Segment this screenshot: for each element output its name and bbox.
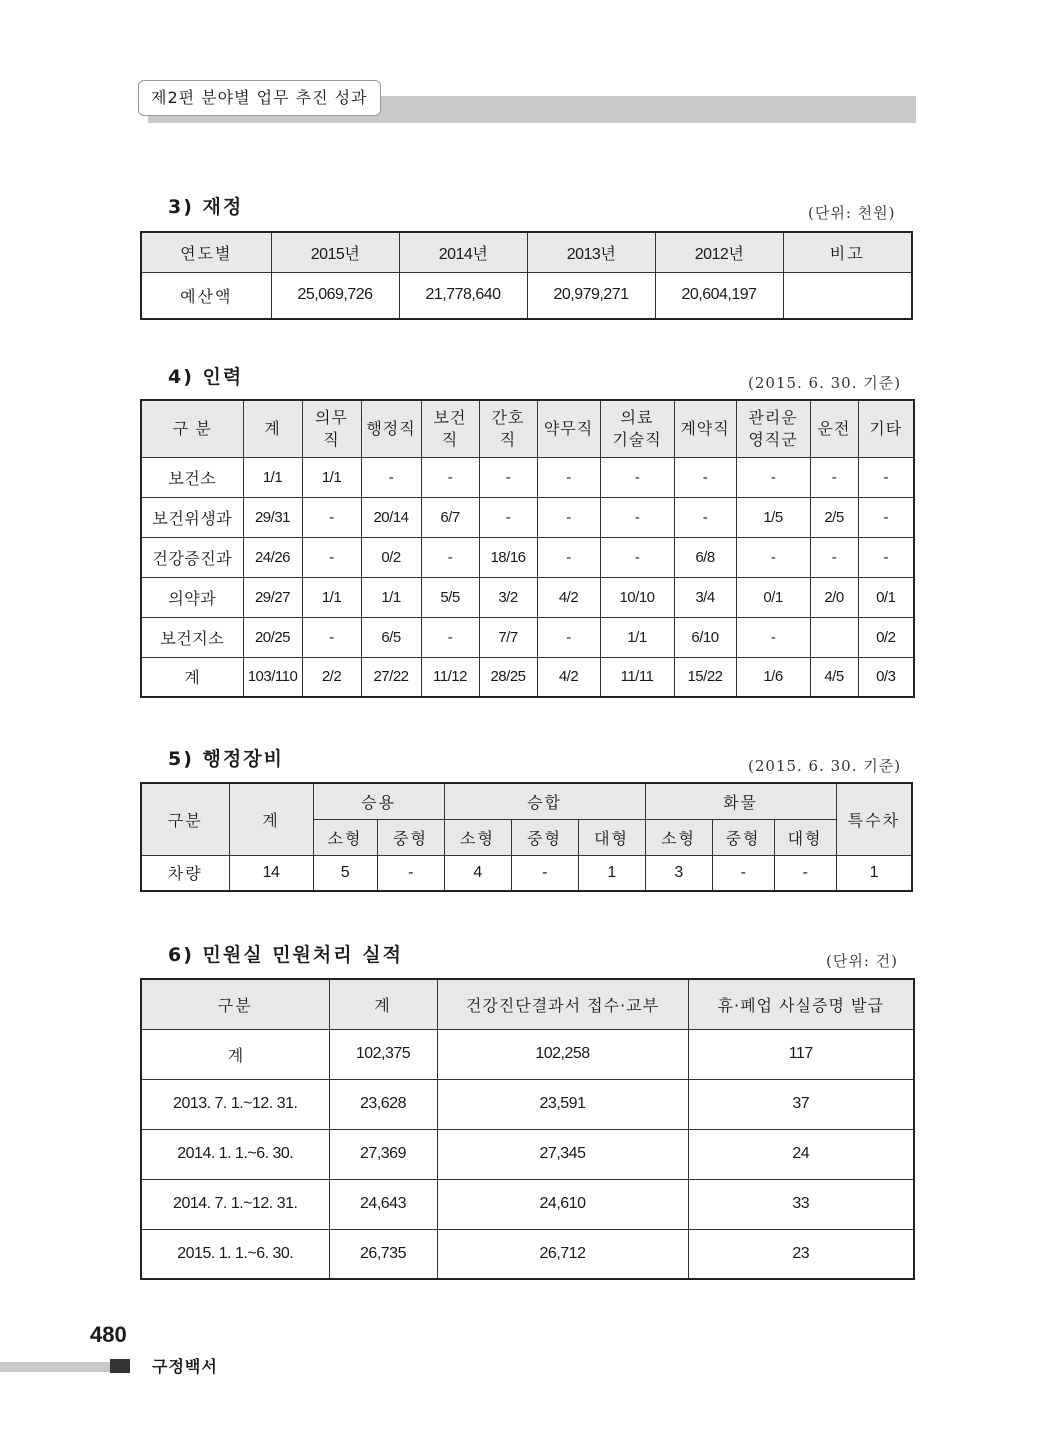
personnel-cell: 18/16 — [479, 537, 537, 577]
page-number: 480 — [90, 1322, 127, 1347]
personnel-cell: 3/2 — [479, 577, 537, 617]
equipment-cell: - — [377, 855, 444, 891]
finance-title: 3) 재정 — [168, 196, 244, 218]
personnel-header: 행정직 — [361, 400, 421, 457]
personnel-header: 의료 기술직 — [600, 400, 674, 457]
personnel-cell: - — [736, 537, 810, 577]
equipment-header: 화물 — [645, 783, 836, 819]
civil-cell: 2015. 1. 1.~6. 30. — [141, 1229, 329, 1279]
personnel-cell: 3/4 — [674, 577, 736, 617]
personnel-cell: 2/2 — [302, 657, 361, 697]
equipment-cell: 5 — [313, 855, 377, 891]
equipment-cell: - — [511, 855, 578, 891]
equipment-subheader: 소형 — [645, 819, 712, 855]
personnel-cell: - — [361, 457, 421, 497]
personnel-cell: 계 — [141, 657, 243, 697]
personnel-cell: - — [421, 617, 479, 657]
personnel-cell: 0/2 — [858, 617, 914, 657]
personnel-cell: - — [600, 537, 674, 577]
civil-cell: 27,369 — [329, 1129, 437, 1179]
civil-header: 계 — [329, 979, 437, 1029]
personnel-cell: 6/10 — [674, 617, 736, 657]
personnel-cell: 0/1 — [858, 577, 914, 617]
finance-cell: 25,069,726 — [271, 272, 399, 319]
personnel-cell: - — [421, 537, 479, 577]
equipment-table — [140, 782, 913, 892]
personnel-cell: 0/3 — [858, 657, 914, 697]
personnel-cell: - — [600, 457, 674, 497]
personnel-cell: 의약과 — [141, 577, 243, 617]
civil-cell: 2014. 1. 1.~6. 30. — [141, 1129, 329, 1179]
personnel-header: 계약직 — [674, 400, 736, 457]
civil-cell: 26,735 — [329, 1229, 437, 1279]
personnel-cell: 6/5 — [361, 617, 421, 657]
personnel-cell: 1/1 — [361, 577, 421, 617]
personnel-cell: - — [858, 537, 914, 577]
personnel-cell: 10/10 — [600, 577, 674, 617]
equipment-subheader: 소형 — [313, 819, 377, 855]
personnel-header: 약무직 — [537, 400, 600, 457]
personnel-cell: - — [537, 617, 600, 657]
personnel-cell: 2/0 — [810, 577, 858, 617]
personnel-cell: 20/25 — [243, 617, 302, 657]
chapter-title: 제2편 분야별 업무 추진 성과 — [138, 80, 381, 116]
personnel-cell: - — [810, 457, 858, 497]
finance-header: 연도별 — [141, 232, 271, 272]
civil-row — [141, 1229, 914, 1279]
civil-cell: 23,628 — [329, 1079, 437, 1129]
civil-cell: 2014. 7. 1.~12. 31. — [141, 1179, 329, 1229]
personnel-cell: - — [302, 497, 361, 537]
personnel-cell: - — [600, 497, 674, 537]
civil-header: 휴·폐업 사실증명 발급 — [688, 979, 914, 1029]
equipment-cell: - — [712, 855, 774, 891]
equipment-cell: 차량 — [141, 855, 229, 891]
equipment-header: 특수차 — [836, 783, 912, 855]
personnel-cell: 4/2 — [537, 657, 600, 697]
personnel-cell: 28/25 — [479, 657, 537, 697]
finance-unit: (단위: 천원) — [808, 204, 896, 222]
civil-cell: 23 — [688, 1229, 914, 1279]
personnel-cell: 1/1 — [600, 617, 674, 657]
personnel-cell: 11/12 — [421, 657, 479, 697]
equipment-title: 5) 행정장비 — [168, 748, 284, 770]
personnel-basis: (2015. 6. 30. 기준) — [748, 374, 902, 392]
personnel-cell: - — [674, 497, 736, 537]
personnel-cell: 1/1 — [302, 577, 361, 617]
personnel-cell: 7/7 — [479, 617, 537, 657]
civil-cell: 26,712 — [437, 1229, 688, 1279]
personnel-title: 4) 인력 — [168, 366, 244, 388]
equipment-basis: (2015. 6. 30. 기준) — [748, 757, 902, 775]
equipment-subheader: 중형 — [712, 819, 774, 855]
personnel-cell: 2/5 — [810, 497, 858, 537]
finance-header: 2014년 — [399, 232, 527, 272]
civil-row — [141, 1029, 914, 1079]
personnel-cell: 1/6 — [736, 657, 810, 697]
equipment-subheader: 중형 — [511, 819, 578, 855]
civil-cell: 102,258 — [437, 1029, 688, 1079]
personnel-cell: 5/5 — [421, 577, 479, 617]
civil-unit: (단위: 건) — [826, 952, 898, 970]
personnel-header: 관리운 영직군 — [736, 400, 810, 457]
personnel-cell: - — [537, 537, 600, 577]
personnel-cell: 보건소 — [141, 457, 243, 497]
equipment-cell: 14 — [229, 855, 313, 891]
personnel-header: 의무 직 — [302, 400, 361, 457]
personnel-header: 간호 직 — [479, 400, 537, 457]
civil-row — [141, 1179, 914, 1229]
personnel-cell: - — [302, 617, 361, 657]
civil-row — [141, 1129, 914, 1179]
personnel-row — [141, 577, 914, 617]
equipment-cell: - — [774, 855, 836, 891]
civil-title: 6) 민원실 민원처리 실적 — [168, 944, 403, 966]
civil-cell: 27,345 — [437, 1129, 688, 1179]
civil-cell: 계 — [141, 1029, 329, 1079]
finance-header: 2013년 — [527, 232, 655, 272]
equipment-subheader: 중형 — [377, 819, 444, 855]
personnel-cell: - — [674, 457, 736, 497]
personnel-cell: - — [302, 537, 361, 577]
equipment-header: 승합 — [444, 783, 645, 819]
personnel-cell: 4/2 — [537, 577, 600, 617]
equipment-cell: 1 — [578, 855, 645, 891]
personnel-cell: 24/26 — [243, 537, 302, 577]
personnel-cell: 0/2 — [361, 537, 421, 577]
personnel-cell: - — [736, 617, 810, 657]
civil-header: 구분 — [141, 979, 329, 1029]
personnel-cell: - — [479, 497, 537, 537]
personnel-cell: 1/5 — [736, 497, 810, 537]
personnel-cell: 1/1 — [302, 457, 361, 497]
personnel-header: 운전 — [810, 400, 858, 457]
footer-rule — [0, 1362, 118, 1372]
personnel-table — [140, 399, 915, 698]
civil-table — [140, 978, 915, 1280]
personnel-cell: - — [810, 537, 858, 577]
personnel-row — [141, 657, 914, 697]
personnel-cell: - — [736, 457, 810, 497]
finance-cell: 20,979,271 — [527, 272, 655, 319]
personnel-row — [141, 617, 914, 657]
civil-row — [141, 1079, 914, 1129]
personnel-cell: 건강증진과 — [141, 537, 243, 577]
personnel-cell: 0/1 — [736, 577, 810, 617]
personnel-cell: - — [479, 457, 537, 497]
personnel-cell: 29/31 — [243, 497, 302, 537]
personnel-cell: - — [537, 497, 600, 537]
personnel-cell: 11/11 — [600, 657, 674, 697]
finance-header: 비고 — [783, 232, 912, 272]
book-title: 구정백서 — [152, 1357, 218, 1376]
finance-cell — [783, 272, 912, 319]
civil-cell: 102,375 — [329, 1029, 437, 1079]
civil-cell: 24 — [688, 1129, 914, 1179]
personnel-cell: - — [537, 457, 600, 497]
personnel-cell: 103/110 — [243, 657, 302, 697]
personnel-cell: 20/14 — [361, 497, 421, 537]
personnel-row — [141, 457, 914, 497]
finance-table — [140, 231, 913, 320]
civil-header: 건강진단결과서 접수·교부 — [437, 979, 688, 1029]
equipment-subheader: 대형 — [774, 819, 836, 855]
personnel-header: 기타 — [858, 400, 914, 457]
personnel-cell: - — [858, 497, 914, 537]
civil-cell: 117 — [688, 1029, 914, 1079]
personnel-row — [141, 497, 914, 537]
equipment-subheader: 소형 — [444, 819, 511, 855]
civil-cell: 2013. 7. 1.~12. 31. — [141, 1079, 329, 1129]
finance-header: 2015년 — [271, 232, 399, 272]
finance-header: 2012년 — [655, 232, 783, 272]
civil-cell: 33 — [688, 1179, 914, 1229]
equipment-cell: 1 — [836, 855, 912, 891]
personnel-header: 구 분 — [141, 400, 243, 457]
personnel-cell: 1/1 — [243, 457, 302, 497]
footer-marker — [110, 1359, 130, 1373]
civil-cell: 23,591 — [437, 1079, 688, 1129]
equipment-header: 승용 — [313, 783, 444, 819]
equipment-subheader: 대형 — [578, 819, 645, 855]
civil-cell: 24,610 — [437, 1179, 688, 1229]
personnel-cell: 보건위생과 — [141, 497, 243, 537]
finance-cell: 21,778,640 — [399, 272, 527, 319]
personnel-cell: 29/27 — [243, 577, 302, 617]
personnel-cell: - — [858, 457, 914, 497]
personnel-row — [141, 537, 914, 577]
personnel-cell: 보건지소 — [141, 617, 243, 657]
personnel-cell: 6/8 — [674, 537, 736, 577]
personnel-cell: 27/22 — [361, 657, 421, 697]
equipment-header: 구분 — [141, 783, 229, 855]
finance-cell: 20,604,197 — [655, 272, 783, 319]
personnel-cell: 4/5 — [810, 657, 858, 697]
finance-cell: 예산액 — [141, 272, 271, 319]
civil-cell: 37 — [688, 1079, 914, 1129]
personnel-cell: - — [421, 457, 479, 497]
personnel-cell: 6/7 — [421, 497, 479, 537]
personnel-header: 보건 직 — [421, 400, 479, 457]
equipment-cell: 4 — [444, 855, 511, 891]
personnel-cell — [810, 617, 858, 657]
equipment-header: 계 — [229, 783, 313, 855]
personnel-cell: 15/22 — [674, 657, 736, 697]
equipment-cell: 3 — [645, 855, 712, 891]
civil-cell: 24,643 — [329, 1179, 437, 1229]
personnel-header: 계 — [243, 400, 302, 457]
